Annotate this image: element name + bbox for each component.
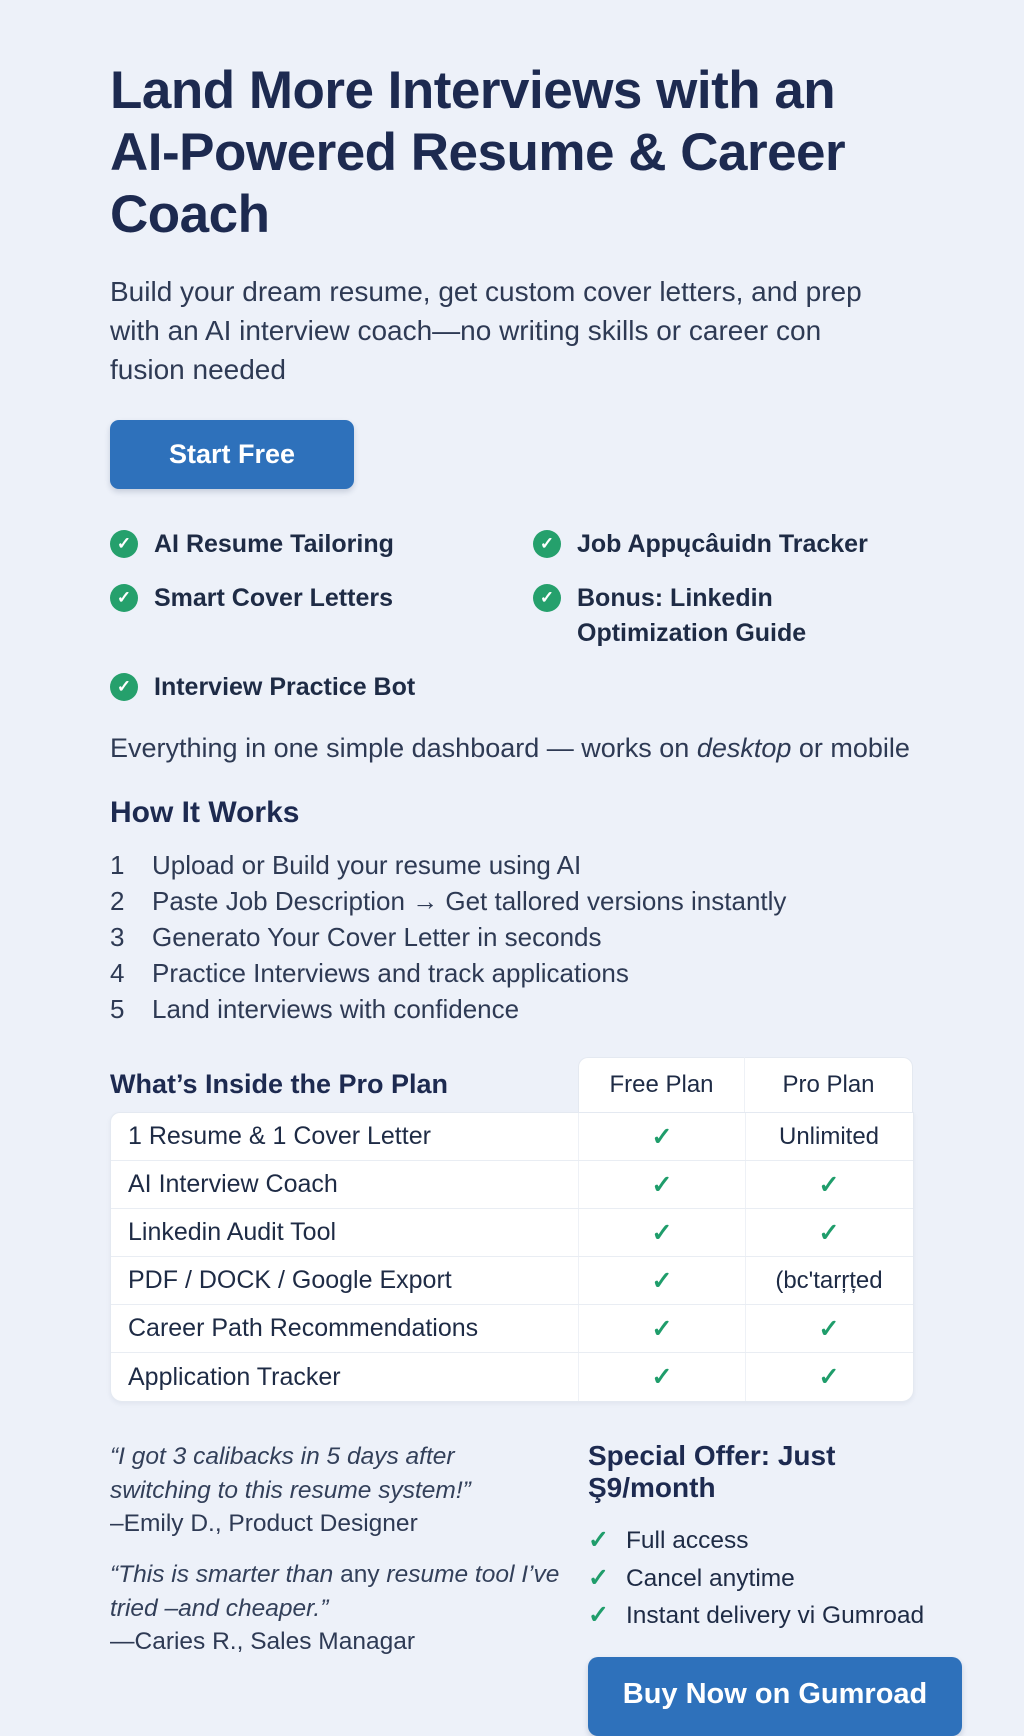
step-number: 2 [110,886,125,916]
row-label: PDF / DOCK / Google Export [128,1266,452,1294]
feature-list [110,527,914,705]
pro-cell-text: Unlimited [745,1113,912,1160]
bottom-section [110,1440,928,1736]
check-icon: ✓ [651,1363,673,1391]
step-text: Practice Interviews and track applications [152,958,629,988]
start-free-button[interactable]: Start Free [110,420,354,489]
table-row [111,1257,913,1305]
feature-label: Bonus: Linkedin Optimization Guide [577,584,807,647]
list-item [110,919,914,955]
dashboard-note [110,733,914,764]
table-row [111,1353,913,1401]
hero-subtitle-line: fusion needed [110,354,286,385]
offer-item-label: Full access [625,1527,749,1554]
special-offer-title: Special Offer: Just Ş9/month [588,1440,836,1503]
list-item [110,847,914,883]
check-icon: ✓ [818,1170,840,1199]
step-number: 5 [110,994,125,1024]
dashboard-note-prefix: Everything in one simple dashboard — works on [110,733,697,763]
hero-subtitle [110,272,914,389]
circle-check-icon: ✓ [110,584,138,612]
page-title-line: Land More Interviews with an [110,61,836,120]
feature-item-job-application-tracker [533,527,913,562]
testimonial-attribution: —Caries R., Sales Managar [110,1628,416,1655]
feature-item-linkedin-optimization-guide [533,581,913,651]
feature-item-ai-resume-tailoring [110,527,533,562]
plan-table-header [110,1057,914,1112]
how-it-works-heading: How It Works [110,796,300,829]
check-icon: ✓ [651,1170,673,1199]
page-title-line: Coach [110,185,270,244]
feature-item-interview-practice-bot [110,670,533,705]
table-row [111,1161,913,1209]
table-row [111,1209,913,1257]
check-icon: ✓ [588,1563,609,1592]
step-number: 1 [110,850,125,880]
step-number: 4 [110,958,125,988]
feature-label: Smart Cover Letters [154,584,393,612]
hero-subtitle-line: Build your dream resume, get custom cover letters, and prep [110,276,862,307]
plan-table-title: What’s Inside the Pro Plan [110,1069,449,1099]
check-icon: ✓ [651,1266,673,1295]
step-text: Upload or Build your resume using AI [152,850,582,880]
feature-item-smart-cover-letters [110,581,533,651]
row-label: Application Tracker [128,1362,341,1391]
buy-now-gumroad-button[interactable]: Buy Now on Gumroad [588,1657,962,1736]
table-row [111,1305,913,1353]
list-item [110,955,914,991]
testimonial-quote: “I got 3 calibacks in 5 days after switching to this resume system!” [110,1443,471,1504]
testimonials [110,1440,562,1736]
offer-item [588,1560,962,1598]
offer-item-label: Instant delivery vi Gumroad [625,1602,925,1629]
feature-label: Job Appųcâuidn Tracker [577,530,868,558]
step-text: Paste Job Description → Get tallored versions instantly [152,886,787,916]
list-item [110,991,914,1027]
row-label: Career Path Recommendations [128,1314,479,1342]
offer-item-label: Cancel anytime [625,1564,795,1592]
offer-item [588,1597,962,1635]
step-number: 3 [110,922,125,952]
circle-check-icon: ✓ [110,530,138,558]
check-icon: ✓ [818,1363,840,1391]
testimonial-attribution: –Emily D., Product Designer [110,1510,418,1537]
feature-label: AI Resume Tailoring [154,530,394,558]
offer-item [588,1522,962,1560]
row-label: 1 Resume & 1 Cover Letter [128,1122,431,1150]
dashboard-note-italic: desktop [696,733,792,763]
how-it-works-list [110,847,914,1027]
step-text: Land interviews with confidence [152,994,520,1024]
special-offer [588,1440,962,1736]
page-title [110,60,914,246]
column-header-pro-plan: Pro Plan [745,1057,913,1112]
plan-table-body [110,1112,914,1402]
plan-table [110,1057,914,1402]
check-icon: ✓ [651,1314,673,1343]
row-label: Linkedin Audit Tool [128,1218,337,1246]
dashboard-note-suffix: or mobile [791,733,910,763]
feature-label: Interview Practice Bot [154,673,416,701]
step-text: Generato Your Cover Letter in seconds [152,922,602,952]
circle-check-icon: ✓ [533,530,561,558]
testimonial-quote: “This is smarter than any resume tool I’ve tried –and cheaper.” [110,1561,560,1622]
circle-check-icon: ✓ [110,673,138,701]
table-row [111,1113,913,1161]
row-label: AI Interview Coach [128,1170,338,1198]
column-header-free-plan: Free Plan [578,1057,745,1112]
check-icon: ✓ [818,1218,840,1247]
check-icon: ✓ [588,1601,609,1629]
check-icon: ✓ [588,1526,609,1554]
hero-subtitle-line: with an AI interview coach—no writing skills or career con [110,315,822,346]
circle-check-icon: ✓ [533,584,561,612]
check-icon: ✓ [651,1122,673,1151]
list-item [110,883,914,919]
pro-cell-text: (bc'tarŗțed [745,1257,912,1304]
page-title-line: AI-Powered Resume & Career [110,123,846,182]
check-icon: ✓ [818,1314,840,1343]
check-icon: ✓ [651,1218,673,1247]
